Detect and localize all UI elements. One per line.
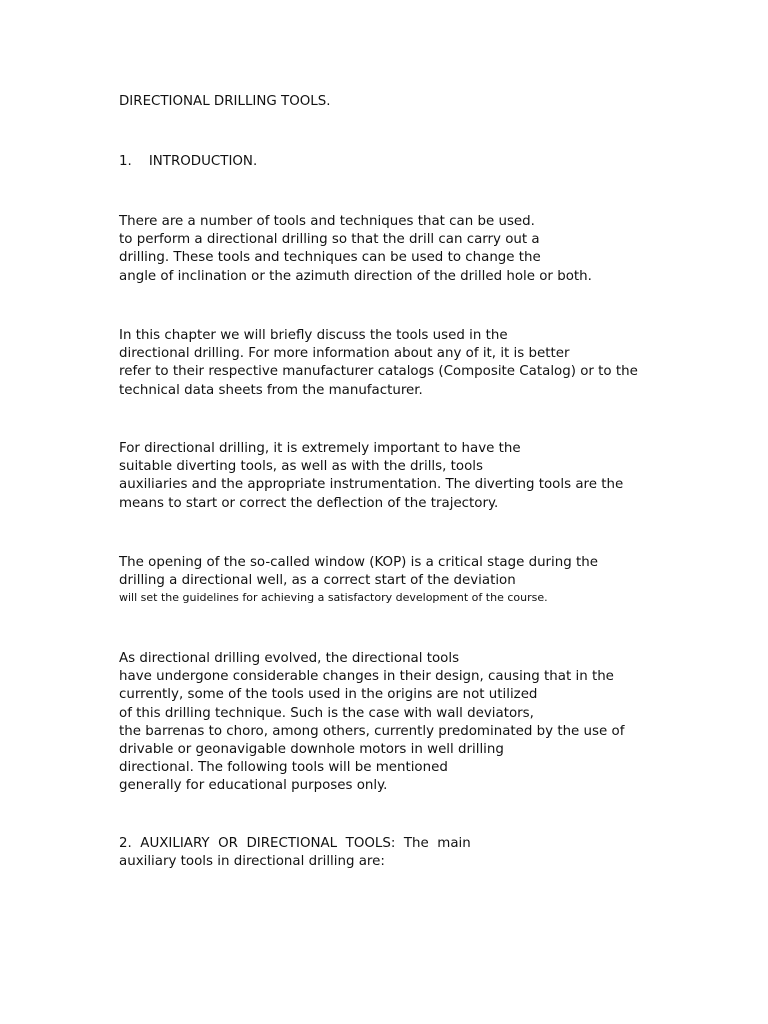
paragraph-line: As directional drilling evolved, the directional tools bbox=[119, 651, 460, 666]
paragraph-line: the barrenas to choro, among others, currently predominated by the use of bbox=[119, 723, 625, 739]
paragraph-line-small: will set the guidelines for achieving a satisfactory development of the course. bbox=[119, 591, 548, 605]
paragraph-line: For directional drilling, it is extremely important to have the bbox=[119, 441, 521, 456]
paragraph-5 bbox=[119, 650, 699, 796]
section-1-heading bbox=[119, 153, 699, 171]
section-2-paragraph bbox=[119, 835, 699, 871]
paragraph-line: technical data sheets from the manufacturer. bbox=[119, 382, 423, 398]
paragraph-line: currently, some of the tools used in the origins are not utilized bbox=[119, 687, 538, 703]
paragraph-4 bbox=[119, 554, 699, 606]
paragraph-1 bbox=[119, 213, 699, 286]
section-heading: INTRODUCTION. bbox=[148, 154, 258, 169]
paragraph-2 bbox=[119, 327, 699, 400]
paragraph-line: auxiliary tools in directional drilling are: bbox=[119, 854, 385, 870]
paragraph-line: of this drilling technique. Such is the case with wall deviators, bbox=[119, 705, 534, 721]
paragraph-line: auxiliaries and the appropriate instrumentation. The diverting tools are the bbox=[119, 477, 624, 493]
paragraph-line: drilling. These tools and techniques can be used to change the bbox=[119, 250, 541, 266]
paragraph-line: In this chapter we will briefly discuss the tools used in the bbox=[119, 328, 508, 343]
paragraph-line: drilling a directional well, as a correct start of the deviation bbox=[119, 573, 516, 589]
paragraph-line: drivable or geonavigable downhole motors in well drilling bbox=[119, 742, 504, 758]
paragraph-3 bbox=[119, 440, 699, 513]
paragraph-line: The opening of the so-called window (KOP) is a critical stage during the bbox=[119, 555, 598, 570]
document-title: DIRECTIONAL DRILLING TOOLS. bbox=[119, 94, 331, 109]
paragraph-line: suitable diverting tools, as well as with the drills, tools bbox=[119, 459, 483, 475]
paragraph-line: to perform a directional drilling so that the drill can carry out a bbox=[119, 232, 540, 248]
paragraph-line: 2. AUXILIARY OR DIRECTIONAL TOOLS: The main bbox=[119, 836, 471, 851]
paragraph-line: There are a number of tools and techniques that can be used. bbox=[119, 214, 535, 229]
paragraph-line: refer to their respective manufacturer catalogs (Composite Catalog) or to the bbox=[119, 364, 638, 380]
paragraph-line: means to start or correct the deflection of the trajectory. bbox=[119, 495, 499, 511]
paragraph-line: angle of inclination or the azimuth direction of the drilled hole or both. bbox=[119, 268, 592, 284]
paragraph-line: have undergone considerable changes in their design, causing that in the bbox=[119, 669, 614, 685]
paragraph-line: directional. The following tools will be mentioned bbox=[119, 760, 448, 776]
document-title-block bbox=[119, 93, 699, 111]
section-number: 1. bbox=[119, 154, 132, 169]
paragraph-line: directional drilling. For more information about any of it, it is better bbox=[119, 346, 570, 362]
paragraph-line: generally for educational purposes only. bbox=[119, 778, 388, 794]
